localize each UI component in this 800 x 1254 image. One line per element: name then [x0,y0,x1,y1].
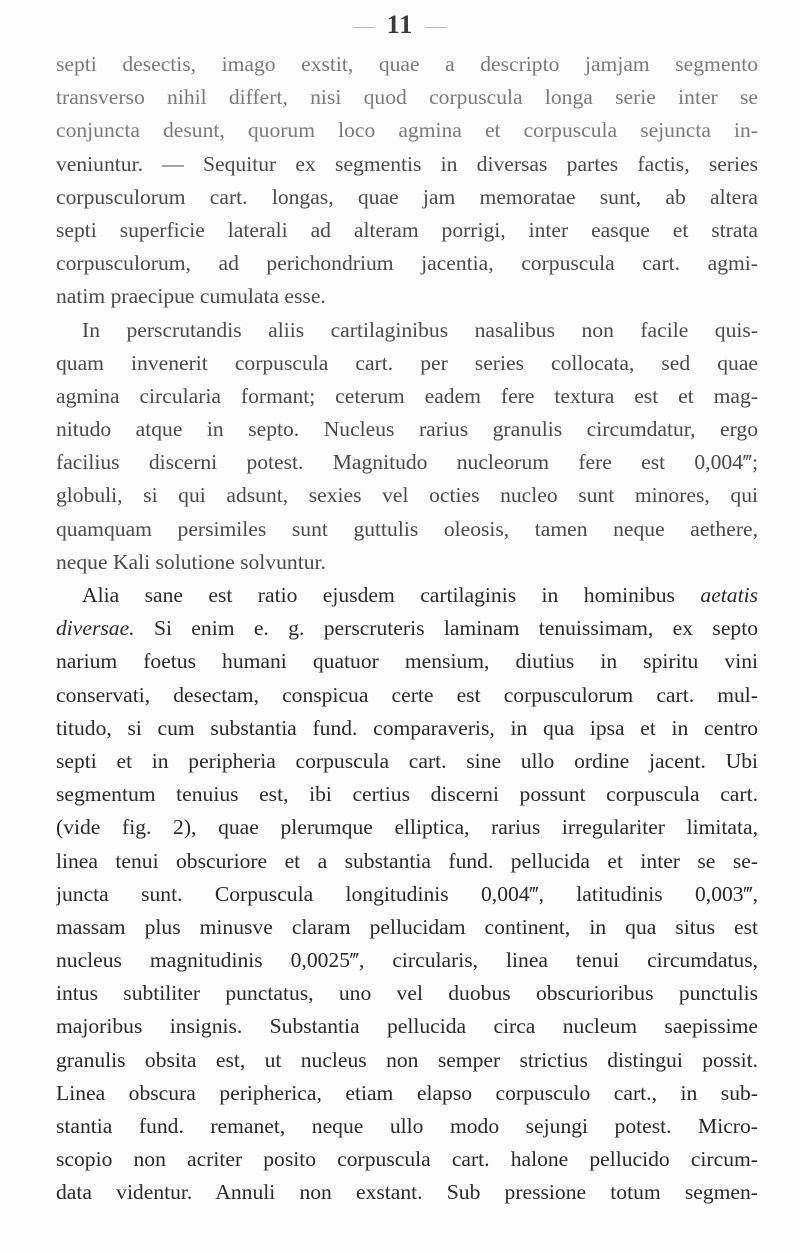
text-line: data videntur. Annuli non exstant. Sub pressione totum segmen- [56,1180,758,1205]
text-line: juncta sunt. Corpuscula longitudinis 0,004‴, latitudinis 0,003‴, [56,881,758,906]
body-text [56,48,758,1210]
page-number: 11 [0,10,800,40]
text-line: corpusculorum, ad perichondrium jacentia, corpuscula cart. agmi- [56,251,758,276]
text-line: massam plus minusve claram pellucidam continent, in qua situs est [56,914,758,939]
text-line: Linea obscura peripherica, etiam elapso corpusculo cart., in sub- [56,1080,758,1105]
text-line: narium foetus humani quatuor mensium, diutius in spiritu vini [56,649,758,674]
text-segment: Si enim e. g. perscruteris laminam tenuissimam, ex septo [153,616,758,641]
text-line: (vide fig. 2), quae plerumque elliptica, rarius irregulariter limitata, [56,815,758,840]
text-line: septi superficie laterali ad alteram porrigi, inter easque et strata [56,217,758,242]
text-line: veniuntur. — Sequitur ex segmentis in diversas partes factis, series [56,151,758,176]
text-line: agmina circularia formant; ceterum eadem fere textura est et mag- [56,383,758,408]
text-line: neque Kali solutione solvuntur. [56,549,326,574]
text-line: In perscrutandis aliis cartilaginibus nasalibus non facile quis- [82,317,758,342]
text-line: granulis obsita est, ut nucleus non semper strictius distingui possit. [56,1047,758,1072]
text-line: facilius discerni potest. Magnitudo nucleorum fere est 0,004‴; [56,450,758,475]
text-line: natim praecipue cumulata esse. [56,284,326,309]
text-line: conjuncta desunt, quorum loco agmina et corpuscula sejuncta in- [56,118,758,143]
text-line: intus subtiliter punctatus, uno vel duobus obscurioribus punctulis [56,981,758,1006]
text-line: quam invenerit corpuscula cart. per series collocata, sed quae [56,350,758,375]
text-line: nucleus magnitudinis 0,0025‴, circularis, linea tenui circumdatus, [56,948,758,973]
text-line [56,612,758,645]
text-line: corpusculorum cart. longas, quae jam memoratae sunt, ab altera [56,184,758,209]
italic-phrase: diversae. [56,616,135,641]
text-line: titudo, si cum substantia fund. comparaveris, in qua ipsa et in centro [56,715,758,740]
text-line: transverso nihil differt, nisi quod corpuscula longa serie inter se [56,85,758,110]
text-line: linea tenui obscuriore et a substantia fund. pellucida et inter se se- [56,848,758,873]
text-line: segmentum tenuius est, ibi certius discerni possunt corpuscula cart. [56,782,758,807]
text-line: nitudo atque in septo. Nucleus rarius granulis circumdatur, ergo [56,417,758,442]
text-segment: Alia sane est ratio ejusdem cartilaginis in hominibus [82,583,675,607]
text-line: conservati, desectam, conspicua certe est corpusculorum cart. mul- [56,682,758,707]
text-line: stantia fund. remanet, neque ullo modo sejungi potest. Micro- [56,1114,758,1138]
text-line: septi et in peripheria corpuscula cart. sine ullo ordine jacent. Ubi [56,748,758,773]
text-line: quamquam persimiles sunt guttulis oleosis, tamen neque aethere, [56,516,758,541]
text-line: scopio non acriter posito corpuscula cart. halone pellucido circum- [56,1147,758,1172]
text-line [56,579,758,612]
italic-phrase: aetatis [700,583,758,607]
text-line: majoribus insignis. Substantia pellucida circa nucleum saepissime [56,1014,758,1039]
text-line: globuli, si qui adsunt, sexies vel octies nucleo sunt minores, qui [56,483,758,508]
text-line: septi desectis, imago exstit, quae a descripto jamjam segmento [56,52,758,76]
